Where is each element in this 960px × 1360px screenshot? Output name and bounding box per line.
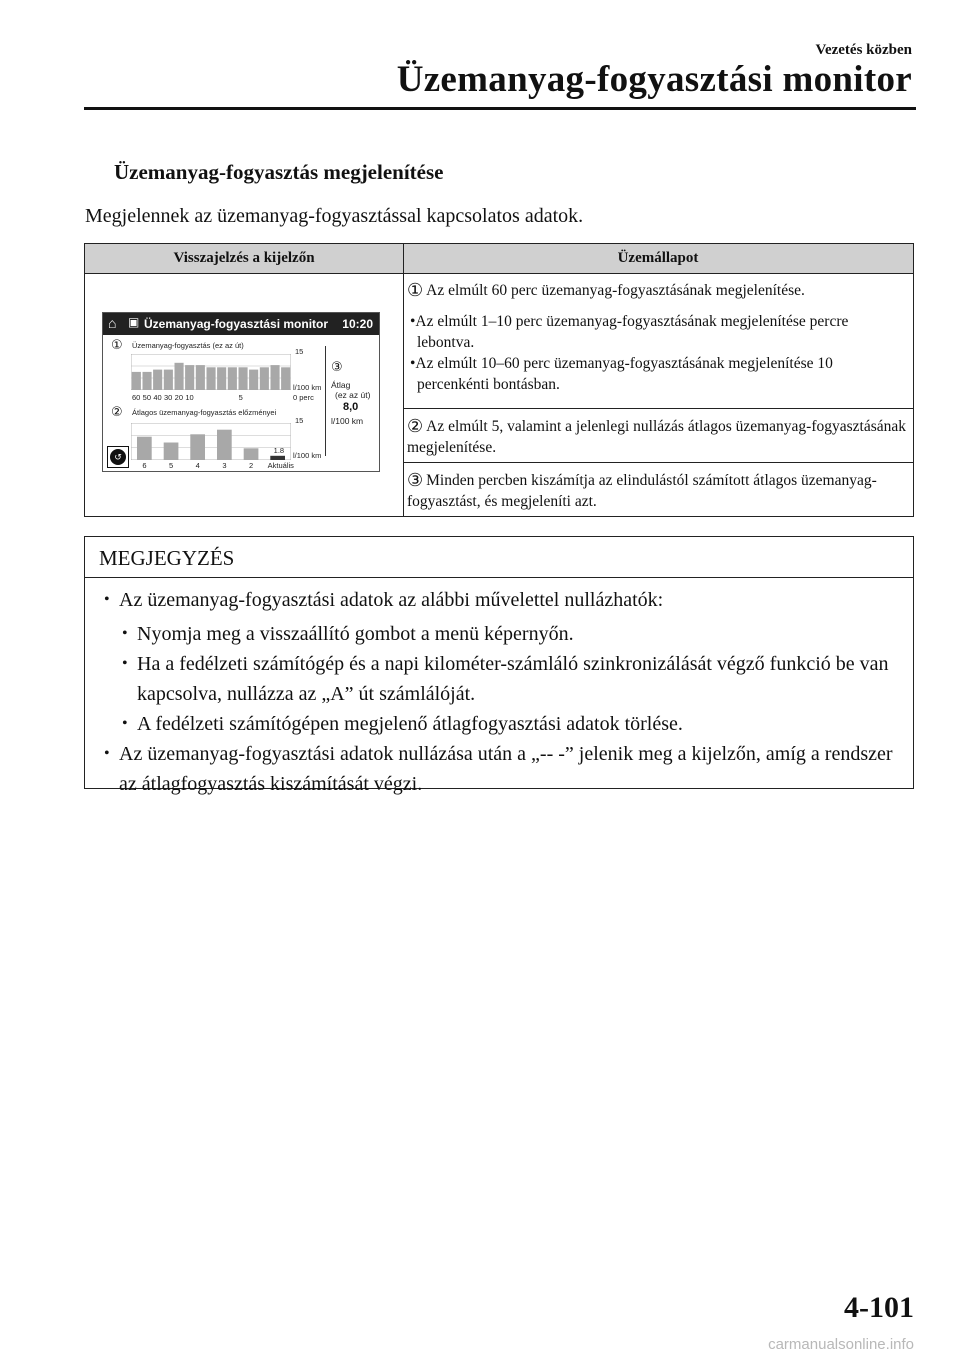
chart2-label: Átlagos üzemanyag-fogyasztás előzményei xyxy=(132,408,277,417)
chart2-tick-label: 3 xyxy=(222,461,227,470)
row1-bullet-2: •Az elmúlt 10–60 perc üzemanyag-fogyasztásának megjelenítése 10 percenkénti bontásban. xyxy=(410,355,833,393)
chart-bar xyxy=(196,365,205,390)
note-body xyxy=(85,585,913,799)
chart-bar xyxy=(207,367,216,390)
table-header xyxy=(85,244,913,274)
chart1-zero-label: 0 perc xyxy=(293,393,314,402)
chart1-scale: 15 xyxy=(295,347,304,356)
chart2-current-value: 1.8 xyxy=(273,446,285,455)
intro-text: Megjelennek az üzemanyag-fogyasztással kapcsolatos adatok. xyxy=(85,205,584,227)
marker-1: ① xyxy=(407,280,424,300)
note-subitem-text: A fedélzeti számítógépen megjelenő átlagfogyasztási adatok törlése. xyxy=(137,713,683,735)
chart-bar xyxy=(249,370,258,390)
note-title: MEGJEGYZÉS xyxy=(99,546,235,570)
avg-value: 8,0 xyxy=(343,401,359,413)
document-icon: ▣ xyxy=(128,315,140,329)
reset-button[interactable] xyxy=(107,446,129,468)
table-row-1 xyxy=(407,280,907,395)
avg-unit: l/100 km xyxy=(331,416,364,426)
screen-title-bar xyxy=(103,313,379,335)
chart2-tick-label: 2 xyxy=(249,461,254,470)
note-header xyxy=(85,537,913,578)
note-subitem-text: Nyomja meg a visszaállító gombot a menü képernyőn. xyxy=(137,623,574,645)
chart-bar xyxy=(239,367,248,390)
chart-bar xyxy=(132,372,141,390)
chart2-tick-label: Aktuális xyxy=(267,461,294,470)
running-header-section: Vezetés közben xyxy=(815,42,912,58)
chart-bar xyxy=(260,367,269,390)
chart-bar xyxy=(281,367,290,390)
chart1-tick-label: 60 xyxy=(132,393,141,402)
marker-3: ③ xyxy=(407,470,424,490)
table-header-status: Üzemállapot xyxy=(617,250,699,266)
display-screen-illustration xyxy=(102,312,380,472)
home-icon: ⌂ xyxy=(108,315,117,331)
chart-bar xyxy=(137,437,152,460)
chart1-tick-label: 20 xyxy=(174,393,183,402)
watermark: carmanualsonline.info xyxy=(768,1336,914,1353)
chart-bar xyxy=(143,372,152,390)
bullet: • xyxy=(104,745,110,762)
chart-bar xyxy=(190,434,205,460)
table-row-divider xyxy=(403,408,913,409)
chart-bar xyxy=(270,456,285,460)
note-subitem xyxy=(85,619,913,649)
chart-bar xyxy=(175,363,184,390)
note-subitem xyxy=(85,649,913,709)
note-item-text: Az üzemanyag-fogyasztási adatok az alábbi művelettel nullázhatók: xyxy=(119,589,664,611)
row1-bullet-1: •Az elmúlt 1–10 perc üzemanyag-fogyasztásának megjelenítése percre lebontva. xyxy=(410,313,849,351)
chart-frame xyxy=(131,423,291,460)
header-rule xyxy=(84,107,916,110)
row1-text: Az elmúlt 60 perc üzemanyag-fogyasztásának megjelenítése. xyxy=(426,282,805,299)
chart-bar xyxy=(228,367,237,390)
row2-text: Az elmúlt 5, valamint a jelenlegi nullázás átlagos üzemanyag-fogyasztásának megjelenítése. xyxy=(407,418,907,456)
chart-bar xyxy=(164,443,179,461)
bullet: • xyxy=(122,715,128,732)
chart2-average-history xyxy=(131,423,291,460)
screen-marker-3: ③ xyxy=(331,360,343,375)
note-subitem-text: Ha a fedélzeti számítógép és a napi kilométer-számláló szinkronizálását végző funkció be van kapcsolva, nullázza az „A” út számlálóját. xyxy=(137,653,889,705)
note-item xyxy=(85,585,913,615)
page-number: 4-101 xyxy=(844,1291,914,1324)
note-box xyxy=(84,536,914,795)
screen-marker-1: ① xyxy=(111,338,123,353)
chart2-tick-label: 5 xyxy=(169,461,174,470)
chart-bar xyxy=(244,448,259,460)
chart2-scale: 15 xyxy=(295,416,304,425)
chart1-tick-label: 30 xyxy=(164,393,173,402)
note-item xyxy=(85,739,913,799)
bullet: • xyxy=(104,591,110,608)
chart2-tick-label: 4 xyxy=(195,461,200,470)
chart-bar xyxy=(217,430,232,460)
chart1-tick-label: 10 xyxy=(185,393,194,402)
section-title: Üzemanyag-fogyasztás megjelenítése xyxy=(114,160,444,184)
table-row-divider xyxy=(403,462,913,463)
running-header-title: Üzemanyag-fogyasztási monitor xyxy=(396,59,912,100)
table-row-3 xyxy=(407,470,907,512)
chart1-label: Üzemanyag-fogyasztás (ez az út) xyxy=(132,341,244,350)
bullet: • xyxy=(122,655,128,672)
marker-2: ② xyxy=(407,416,424,436)
table-header-display: Visszajelzés a kijelzőn xyxy=(173,250,315,266)
chart1-fuel-consumption xyxy=(131,354,291,390)
screen-marker-2: ② xyxy=(111,405,123,420)
table-column-divider xyxy=(403,244,404,516)
screen-title: Üzemanyag-fogyasztási monitor xyxy=(144,317,329,331)
note-item-text: Az üzemanyag-fogyasztási adatok nullázása után a „-- -” jelenik meg a kijelzőn, amíg a rendszer az átlagfogyasztás kiszámítását végzi. xyxy=(119,743,893,795)
chart1-tick-label: 50 xyxy=(142,393,151,402)
chart-bar xyxy=(217,367,226,390)
chart-bar xyxy=(271,365,280,390)
avg-label: Átlag xyxy=(331,380,351,390)
chart1-tick-label: 40 xyxy=(153,393,162,402)
reset-icon: ↺ xyxy=(110,449,126,465)
avg-sublabel: (ez az út) xyxy=(335,390,371,400)
bullet: • xyxy=(122,625,128,642)
screen-divider xyxy=(325,346,326,456)
screen-clock: 10:20 xyxy=(342,317,373,331)
chart1-unit: l/100 km xyxy=(293,383,322,392)
chart-bar xyxy=(185,365,194,390)
chart-bar xyxy=(153,370,162,390)
note-subitem xyxy=(85,709,913,739)
chart-bar xyxy=(164,370,173,390)
chart1-tick-label: 5 xyxy=(238,393,243,402)
chart2-unit: l/100 km xyxy=(293,451,322,460)
row3-text: Minden percben kiszámítja az elindulástól számított átlagos üzemanyag-fogyasztást, és megjeleníti azt. xyxy=(407,472,877,510)
table-row-2 xyxy=(407,416,907,458)
chart2-tick-label: 6 xyxy=(142,461,147,470)
